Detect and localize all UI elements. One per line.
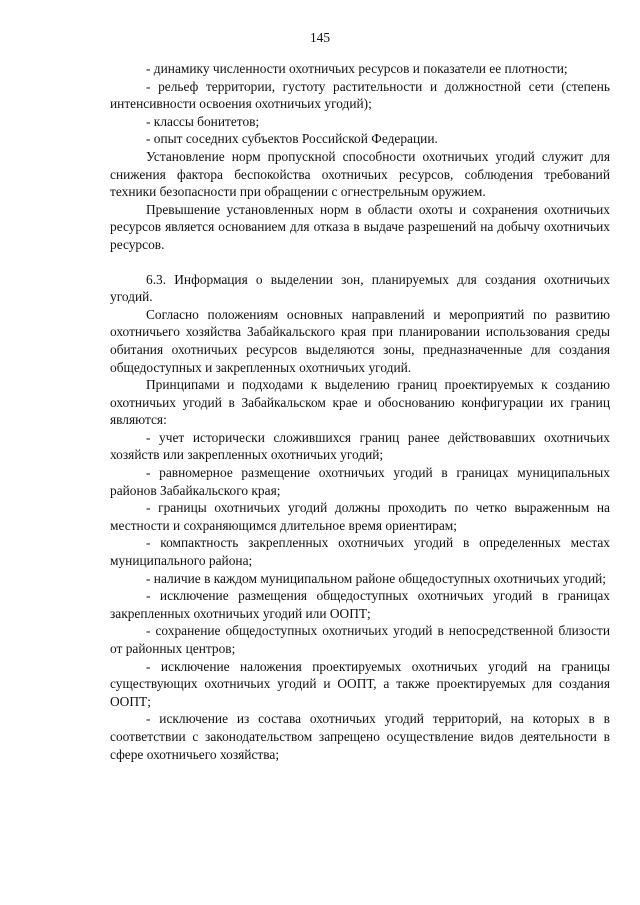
paragraph-zones-intro: Согласно положениям основных направлений и мероприятий по развитию охотничьего хозяйства Забайкальского края при планировании использования среды обитания охотничьих ресурсов выделяются зоны, предназначенные для создания общедоступных и закрепленных охотничьих угодий. (110, 306, 610, 375)
list-item-even-distribution: - равномерное размещение охотничьих угодий в границах муниципальных районов Забайкальского края; (110, 465, 610, 498)
section-heading-6-3: 6.3. Информация о выделении зон, планируемых для создания охотничьих угодий. (110, 271, 610, 305)
list-item-landmark-borders: - границы охотничьих угодий должны проходить по четко выраженным на местности и сохраняющимся длительное время ориентирам; (110, 500, 610, 533)
list-item-neighbor-experience: - опыт соседних субъектов Российской Федерации. (146, 131, 438, 147)
list-item-compactness: - компактность закрепленных охотничьих угодий в определенных местах муниципального района; (110, 535, 610, 569)
document-body (110, 60, 610, 763)
page-number: 145 (309, 30, 331, 45)
paragraph-capacity-norms: Установление норм пропускной способности охотничьих угодий служит для снижения фактора беспокойства охотничьих ресурсов, соблюдения требований техники безопасности при обращении с огнестрельным оружием. (110, 148, 610, 200)
list-item-density: - динамику численности охотничьих ресурсов и показатели ее плотности; (146, 61, 568, 76)
list-item-public-lands: - наличие в каждом муниципальном районе общедоступных охотничьих угодий; (146, 570, 606, 586)
list-item-exclusion-overlap: - исключение наложения проектируемых охотничьих угодий на границы существующих охотничьих угодий и ООПТ, а также проектируемых для создания ООПТ; (110, 658, 610, 709)
list-item-bonitet-classes: - классы бонитетов; (146, 113, 260, 129)
list-item-relief: - рельеф территории, густоту растительности и должностной сети (степень интенсивности освоения охотничьих угодий); (110, 78, 610, 112)
paragraph-principles-intro: Принципами и подходами к выделению границ проектируемых к созданию охотничьих угодий в Забайкальском крае и обоснованию конфигурации их границ являются: (110, 377, 610, 428)
list-item-exclusion-territories: - исключение из состава охотничьих угодий территорий, на которых в в соответствии с законодательством запрещено осуществление видов деятельности в сфере охотничьего хозяйства; (110, 711, 610, 762)
list-item-preserve-near-centers: - сохранение общедоступных охотничьих угодий в непосредственной близости от районных центров; (110, 623, 610, 656)
list-item-exclusion-placement: - исключение размещения общедоступных охотничьих угодий в границах закрепленных охотничьих угодий или ООПТ; (110, 588, 610, 621)
list-item-historical-borders: - учет исторически сложившихся границ ранее действовавших охотничьих хозяйств или закрепленных охотничьих угодий; (110, 429, 610, 463)
paragraph-norm-excess: Превышение установленных норм в области охоты и сохранения охотничьих ресурсов является основанием для отказа в выдаче разрешений на добычу охотничьих ресурсов. (110, 201, 610, 252)
